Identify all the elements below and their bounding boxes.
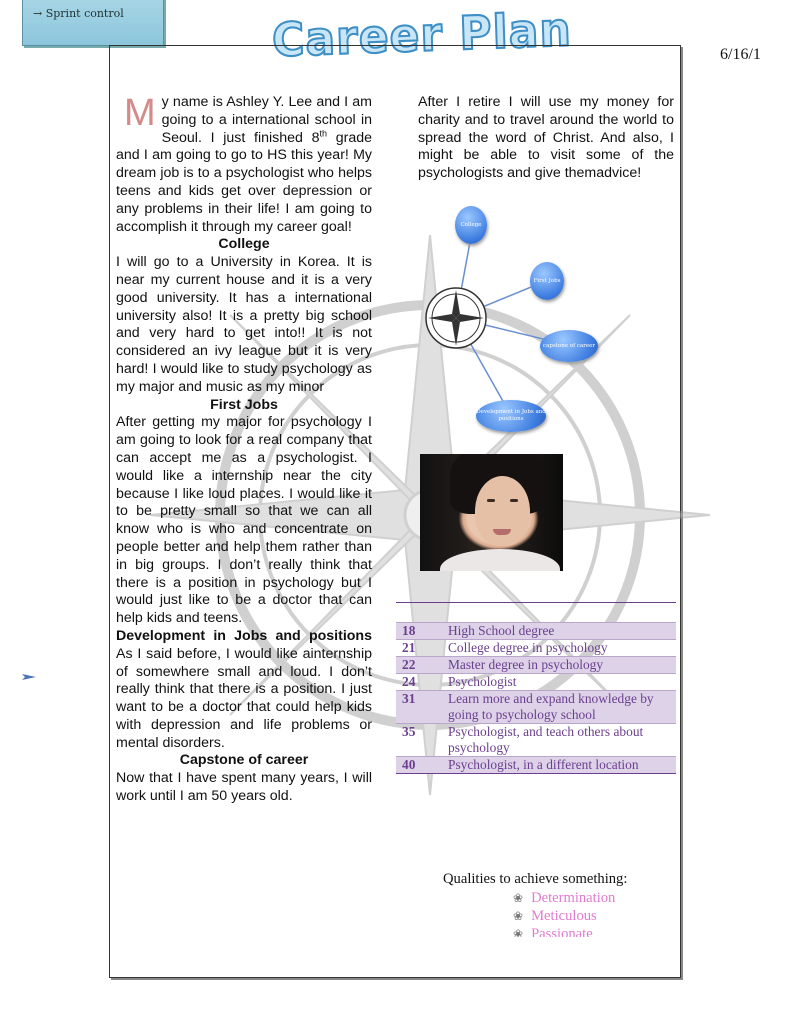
intro-paragraph: My name is Ashley Y. Lee and I am going to a international school in Seoul. I just finished 8th grade and I am going to go to HS this year! My dream job is to a psychologist who helps teens and kids get over depression or any problems in their life! I am going to accomplish it through my career goal! (116, 92, 372, 235)
career-diagram (418, 190, 638, 440)
left-column (116, 94, 372, 806)
date-label: 6/16/1 (720, 46, 761, 63)
section-body-capstone: Now that I have spent many years, I will work until I am 50 years old. (116, 770, 372, 805)
flower-bullet-icon: ❀ (513, 891, 524, 905)
right-column (418, 94, 674, 183)
timeline-row: 31 Learn more and expand knowledge by going to psychology school (396, 691, 676, 724)
dropcap: M (124, 92, 156, 134)
header-tab (22, 0, 164, 46)
portrait-photo (420, 454, 563, 571)
diagram-node-development: Development in Jobs and positions (476, 400, 546, 432)
retirement-paragraph: After I retire I will use my money for charity and to travel around the world to spread the word of Christ. And also, I might be able to visit some of the psychologists and give themadvice! (418, 94, 674, 182)
section-heading-development: Development in Jobs and positions (116, 627, 372, 644)
list-item: ❀ Meticulous (513, 908, 597, 924)
timeline-row: 21 College degree in psychology (396, 640, 676, 657)
section-body-college: I will go to a University in Korea. It is near my current house and it is a very good university. It has a international university also! It is a pretty big school and very hard to get into!! It is not considered an ivy league but it is very hard! I would like to study psychology as my major and music as my minor (116, 254, 372, 395)
timeline-rule (396, 602, 676, 603)
list-item: ❀ Determination (513, 890, 616, 906)
arrow-pointer-icon (22, 674, 36, 680)
section-heading-college: College (218, 236, 270, 253)
qualities-title: Qualities to achieve something: (443, 871, 628, 887)
section-heading-capstone: Capstone of career (179, 752, 309, 769)
timeline-row: 24 Psychologist (396, 674, 676, 691)
section-body-first-jobs: After getting my major for psychology I am going to look for a real company that can accept me as a psychologist. I would like a internship near the city because I like loud places. I would like it to be pretty small so that we can all know who is who and concentrate on people better and help them rather than in big groups. I don’t really think that there is a position in psychology but I would just like to be a doctor that can help kids and teens. (116, 414, 372, 627)
list-item: ❀ Passionate (513, 925, 663, 937)
compass-icon (426, 288, 486, 348)
page-title: Career Plan (271, 3, 573, 68)
diagram-node-capstone: capstone of career (540, 330, 598, 362)
timeline-row: 22 Master degree in psychology (396, 657, 676, 674)
career-timeline (396, 622, 676, 774)
timeline-row: 40 Psychologist, in a different location (396, 757, 676, 774)
qualities-list (513, 889, 663, 937)
diagram-node-college: College (455, 206, 487, 244)
timeline-row: 35 Psychologist, and teach others about psychology (396, 724, 676, 757)
flower-bullet-icon: ❀ (513, 927, 524, 937)
diagram-node-first-jobs: First Jobs (530, 262, 564, 300)
section-heading-first-jobs: First Jobs (210, 396, 278, 413)
section-body-development: As I said before, I would like ainternship of somewhere small and loud. I don’t really think that there is a position. I just want to be a doctor that could help kids with depression and life problems or mental disorders. (116, 645, 372, 751)
header-tab-label: → Sprint control (33, 7, 124, 20)
flower-bullet-icon: ❀ (513, 909, 524, 923)
timeline-row: 18 High School degree (396, 623, 676, 640)
